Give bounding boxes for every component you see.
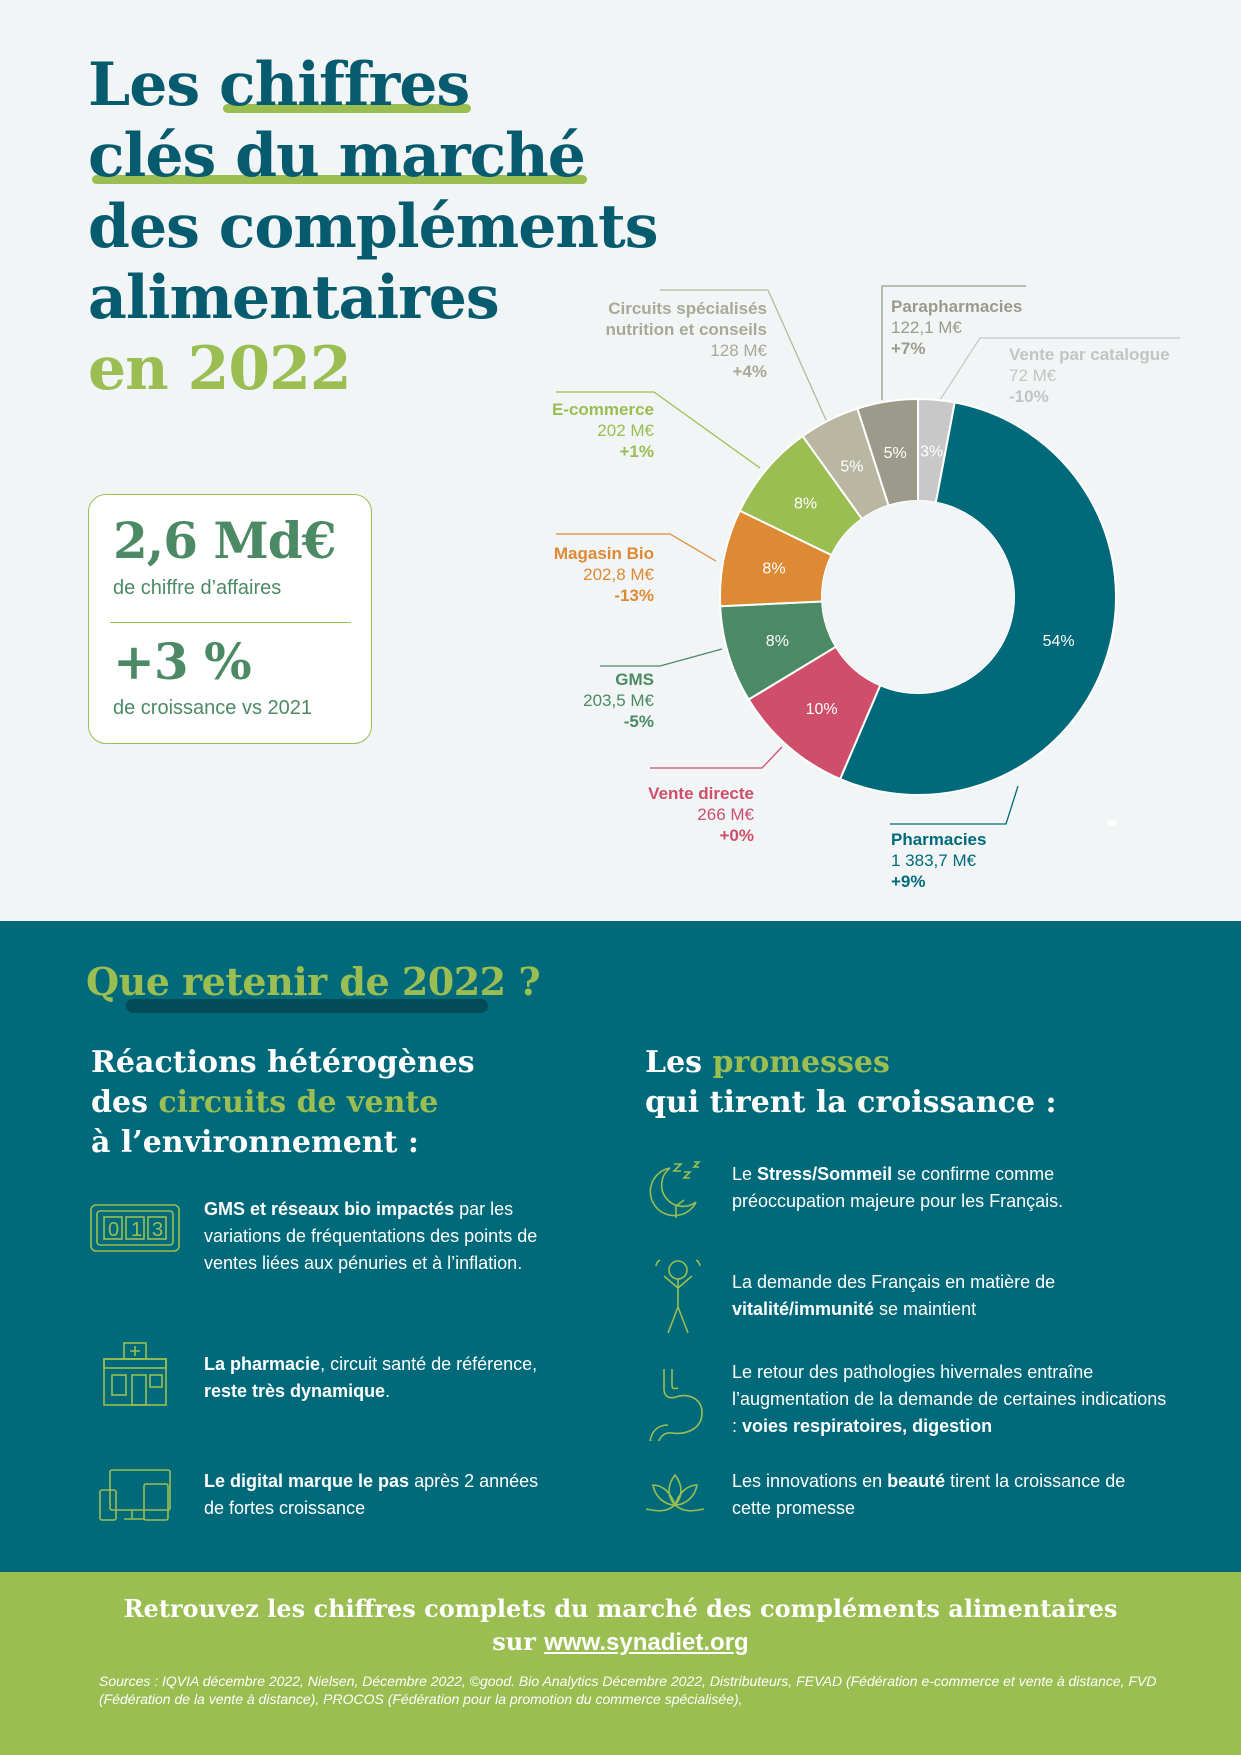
donut-percent-label-7: 5% <box>883 444 907 462</box>
svg-text:1: 1 <box>131 1219 143 1241</box>
pharmacy-icon <box>102 1341 168 1407</box>
cta-line1: Retrouvez les chiffres complets du marché des compléments alimentaires <box>123 1594 1118 1623</box>
left-item-pharmacy: La pharmacie, circuit santé de référence, reste très dynamique. <box>204 1354 538 1401</box>
label-para-growth: +7% <box>891 339 926 358</box>
label-para-amount: 122,1 M€ <box>891 318 962 337</box>
label-vpc-amount: 72 M€ <box>1009 366 1057 385</box>
donut-percent-label-3: 8% <box>765 632 789 650</box>
title-year: en 2022 <box>88 334 351 404</box>
label-circuits <box>540 298 767 382</box>
donut-hole <box>822 501 1014 693</box>
right-item-vitality: La demande des Français en matière de vitalité/immunité se maintient <box>732 1272 1056 1319</box>
left-item-gms: GMS et réseaux bio impactés par les variations de fréquentations des points de ventes liées aux pénuries et à l’inflation. <box>204 1199 538 1273</box>
lotus-icon <box>644 1471 706 1517</box>
label-bio <box>500 543 654 606</box>
title-line1-plain: Les <box>88 50 220 120</box>
label-ecom <box>500 399 654 462</box>
title-line4: alimentaires <box>88 263 499 333</box>
footer-cta <box>0 1592 1241 1659</box>
title-highlight-chiffres: chiffres <box>219 50 470 120</box>
title-line3: des compléments <box>88 192 658 262</box>
label-vpc-name: Vente par catalogue <box>1009 345 1170 364</box>
label-para-name: Parapharmacies <box>891 297 1023 316</box>
person-energy-icon <box>650 1258 706 1336</box>
stomach-icon <box>646 1367 706 1441</box>
right-item-stress: Le Stress/Sommeil se confirme comme préoccupation majeure pour les Français. <box>732 1164 1064 1211</box>
label-circuits-name2: nutrition et conseils <box>605 320 767 339</box>
label-vpc-growth: -10% <box>1009 387 1049 406</box>
label-gms-growth: -5% <box>623 712 654 731</box>
decor-dot <box>1108 819 1116 827</box>
moon-sleep-icon <box>646 1158 706 1224</box>
label-vd-amount: 266 M€ <box>697 805 754 824</box>
label-gms <box>500 669 654 732</box>
label-vd-growth: +0% <box>719 826 754 845</box>
label-bio-growth: -13% <box>614 586 654 605</box>
growth-value: +3 % <box>113 632 251 691</box>
label-para <box>891 296 1022 359</box>
label-gms-name: GMS <box>615 670 654 689</box>
label-pharma-amount: 1 383,7 M€ <box>891 851 977 870</box>
label-bio-amount: 202,8 M€ <box>583 565 654 584</box>
right-item-beauty: Les innovations en beauté tirent la croissance de cette promesse <box>732 1471 1126 1518</box>
synadiet-link[interactable]: www.synadiet.org <box>544 1629 749 1656</box>
left-item-digital: Le digital marque le pas après 2 années de fortes croissance <box>204 1471 539 1518</box>
label-vd <box>580 783 754 846</box>
footer-section <box>0 1572 1241 1755</box>
leader-line-gms <box>600 649 722 666</box>
svg-text:3: 3 <box>152 1219 164 1241</box>
label-pharma <box>891 829 986 892</box>
counter-icon <box>90 1204 180 1254</box>
label-ecom-name: E-commerce <box>551 400 654 419</box>
label-ecom-growth: +1% <box>619 442 654 461</box>
label-circuits-name1: Circuits spécialisés <box>608 299 767 318</box>
label-gms-amount: 203,5 M€ <box>583 691 654 710</box>
devices-icon <box>98 1468 172 1522</box>
sources-text: Sources : IQVIA décembre 2022, Nielsen, Décembre 2022, ©good. Bio Analytics Décembre 2022, Distributeurs, FEVAD (Fédération e-commerce et vente à distance, FVD (Fédération de la vente à distance), PROCOS (Fédération pour la promotion du commerce spécialisée), <box>99 1673 1157 1707</box>
donut-percent-label-6: 5% <box>840 458 864 476</box>
takeaways-section <box>0 921 1241 1572</box>
revenue-value: 2,6 Md€ <box>113 511 336 570</box>
label-bio-name: Magasin Bio <box>553 544 654 563</box>
label-vd-name: Vente directe <box>648 784 754 803</box>
donut-percent-label-5: 8% <box>793 495 818 513</box>
label-pharma-name: Pharmacies <box>891 830 987 849</box>
label-pharma-growth: +9% <box>891 872 926 891</box>
donut-percent-label-2: 10% <box>805 700 838 718</box>
cta-line2-pre: sur <box>492 1627 545 1656</box>
takeaways-title: Que retenir de 2022 ? <box>86 959 540 1004</box>
left-column-heading: Réactions hétérogènes des circuits de vente à l’environnement : <box>91 1045 475 1160</box>
title-highlight-cles: clés du marché <box>88 121 585 191</box>
donut-percent-label-0: 3% <box>920 443 944 461</box>
right-item-winter: Le retour des pathologies hivernales entraîne l’augmentation de la demande de certaines indications : voies respiratoires, digestion <box>732 1362 1167 1436</box>
leader-line-vd <box>650 747 782 768</box>
revenue-label: de chiffre d’affaires <box>113 577 282 599</box>
label-circuits-growth: +4% <box>732 362 767 381</box>
label-ecom-amount: 202 M€ <box>597 421 654 440</box>
right-column-heading: Les promesses qui tirent la croissance : <box>645 1045 1057 1120</box>
donut-slices <box>720 399 1116 795</box>
donut-percent-label-1: 54% <box>1042 632 1075 650</box>
growth-label: de croissance vs 2021 <box>113 697 313 719</box>
svg-text:0: 0 <box>108 1219 120 1241</box>
label-vpc <box>1009 344 1170 407</box>
label-circuits-amount: 128 M€ <box>710 341 767 360</box>
donut-percent-label-4: 8% <box>762 560 786 578</box>
